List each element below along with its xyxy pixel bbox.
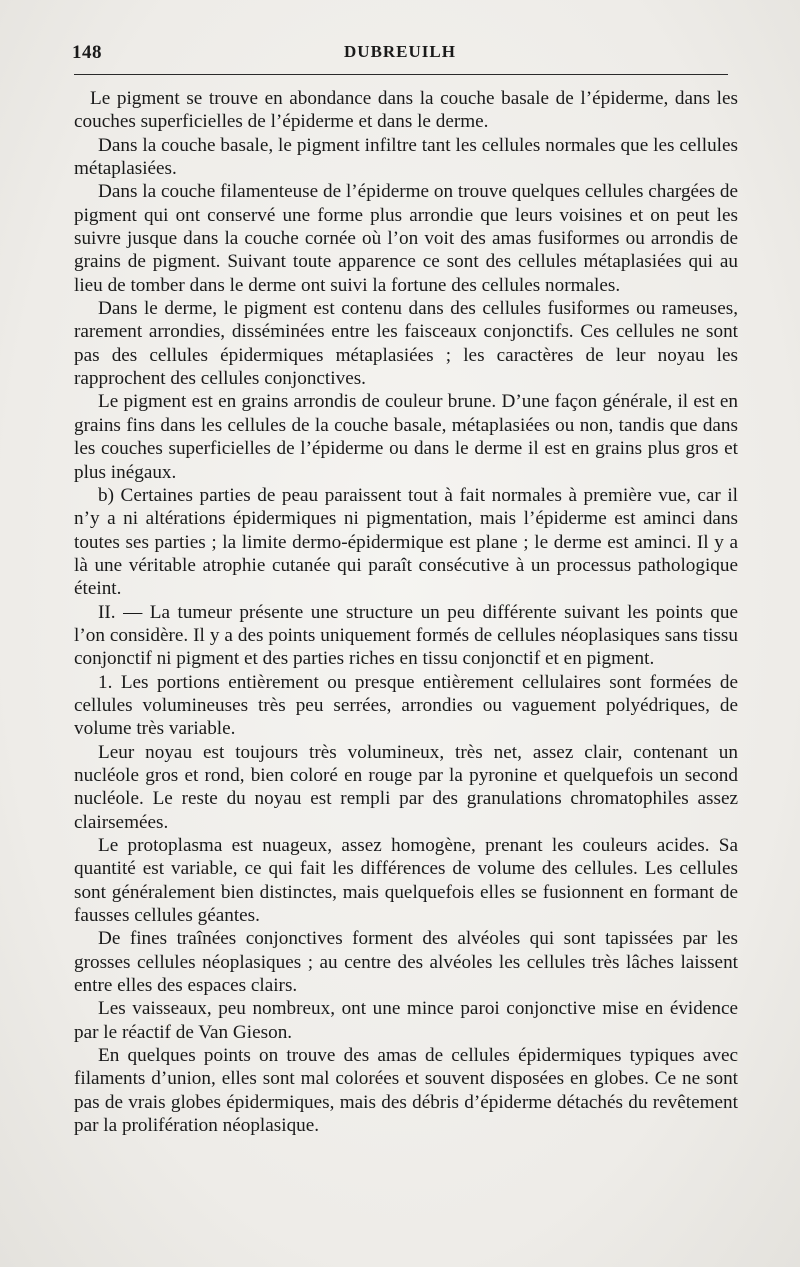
paragraph: Le pigment se trouve en abondance dans la couche basale de l’épiderme, dans les couches superficielles de l’épiderme et dans le derme. bbox=[74, 88, 738, 133]
paragraph: Le pigment est en grains arrondis de couleur brune. D’une façon générale, il est en grains fins dans les cellules de la couche basale, métaplasiées ou non, tandis que dans les couches superficielles de l’épiderme ou dans le derme il est en grains plus gros et plus inégaux. bbox=[74, 391, 738, 483]
paragraph: Dans le derme, le pigment est contenu dans des cellules fusiformes ou rameuses, rarement arrondies, disséminées entre les faisceaux conjonctifs. Ces cellules ne sont pas des cellules épidermiques métaplasiées ; les caractères de leur noyau les rapprochent des cellules conjonctives. bbox=[74, 298, 738, 390]
paragraph: 1. Les portions entièrement ou presque entièrement cellulaires sont formées de cellules volumineuses très peu serrées, arrondies ou vaguement polyédriques, de volume très variable. bbox=[74, 671, 738, 740]
page-header bbox=[72, 38, 728, 68]
running-head: DUBREUILH bbox=[344, 42, 456, 61]
paragraph: II. — La tumeur présente une structure un peu différente suivant les points que l’on considère. Il y a des points uniquement formés de cellules néoplasiques sans tissu conjonctif ni pigment et des parties riches en tissu conjonctif et en pigment. bbox=[74, 601, 738, 670]
paragraph: Dans la couche filamenteuse de l’épiderme on trouve quelques cellules chargées de pigment qui ont conservé une forme plus arrondie que leurs voisines et on peut les suivre jusque dans la couche cornée où l’on voit des amas fusiformes ou arrondis de grains de pigment. Suivant toute apparence ce sont des cellules métaplasiées qui au lieu de tomber dans le derme ont suivi la fortune des cellules normales. bbox=[74, 181, 738, 296]
paragraph: Dans la couche basale, le pigment infiltre tant les cellules normales que les cellules métaplasiées. bbox=[74, 134, 738, 180]
paragraph: Les vaisseaux, peu nombreux, ont une mince paroi conjonctive mise en évidence par le réactif de Van Gieson. bbox=[74, 998, 738, 1043]
paragraph: Le protoplasma est nuageux, assez homogène, prenant les couleurs acides. Sa quantité est variable, ce qui fait les différences de volume des cellules. Les cellules sont généralement bien distinctes, mais quelquefois elles se fusionnent en formant de fausses cellules géantes. bbox=[74, 835, 738, 927]
page-number: 148 bbox=[72, 42, 102, 63]
body-text bbox=[74, 87, 738, 1137]
header-rule bbox=[74, 74, 728, 75]
paragraph: De fines traînées conjonctives forment des alvéoles qui sont tapissées par les grosses cellules néoplasiques ; au centre des alvéoles les cellules très lâches laissent entre elles des espaces clairs. bbox=[74, 928, 738, 997]
paragraph: En quelques points on trouve des amas de cellules épidermiques typiques avec filaments d’union, elles sont mal colorées et souvent disposées en globes. Ce ne sont pas de vrais globes épidermiques, mais des débris d’épiderme détachés du revêtement par la prolifération néoplasique. bbox=[74, 1045, 738, 1137]
paragraph: Leur noyau est toujours très volumineux, très net, assez clair, contenant un nucléole gros et rond, bien coloré en rouge par la pyronine et quelquefois un second nucléole. Le reste du noyau est rempli par des granulations chromatophiles assez clairsemées. bbox=[74, 741, 738, 833]
paragraph: b) Certaines parties de peau paraissent tout à fait normales à première vue, car il n’y a ni altérations épidermiques ni pigmentation, mais l’épiderme est aminci dans toutes ses parties ; la limite dermo-épidermique est plane ; le derme est aminci. Il y a là une véritable atrophie cutanée qui paraît consécutive à un processus pathologique éteint. bbox=[74, 484, 738, 600]
